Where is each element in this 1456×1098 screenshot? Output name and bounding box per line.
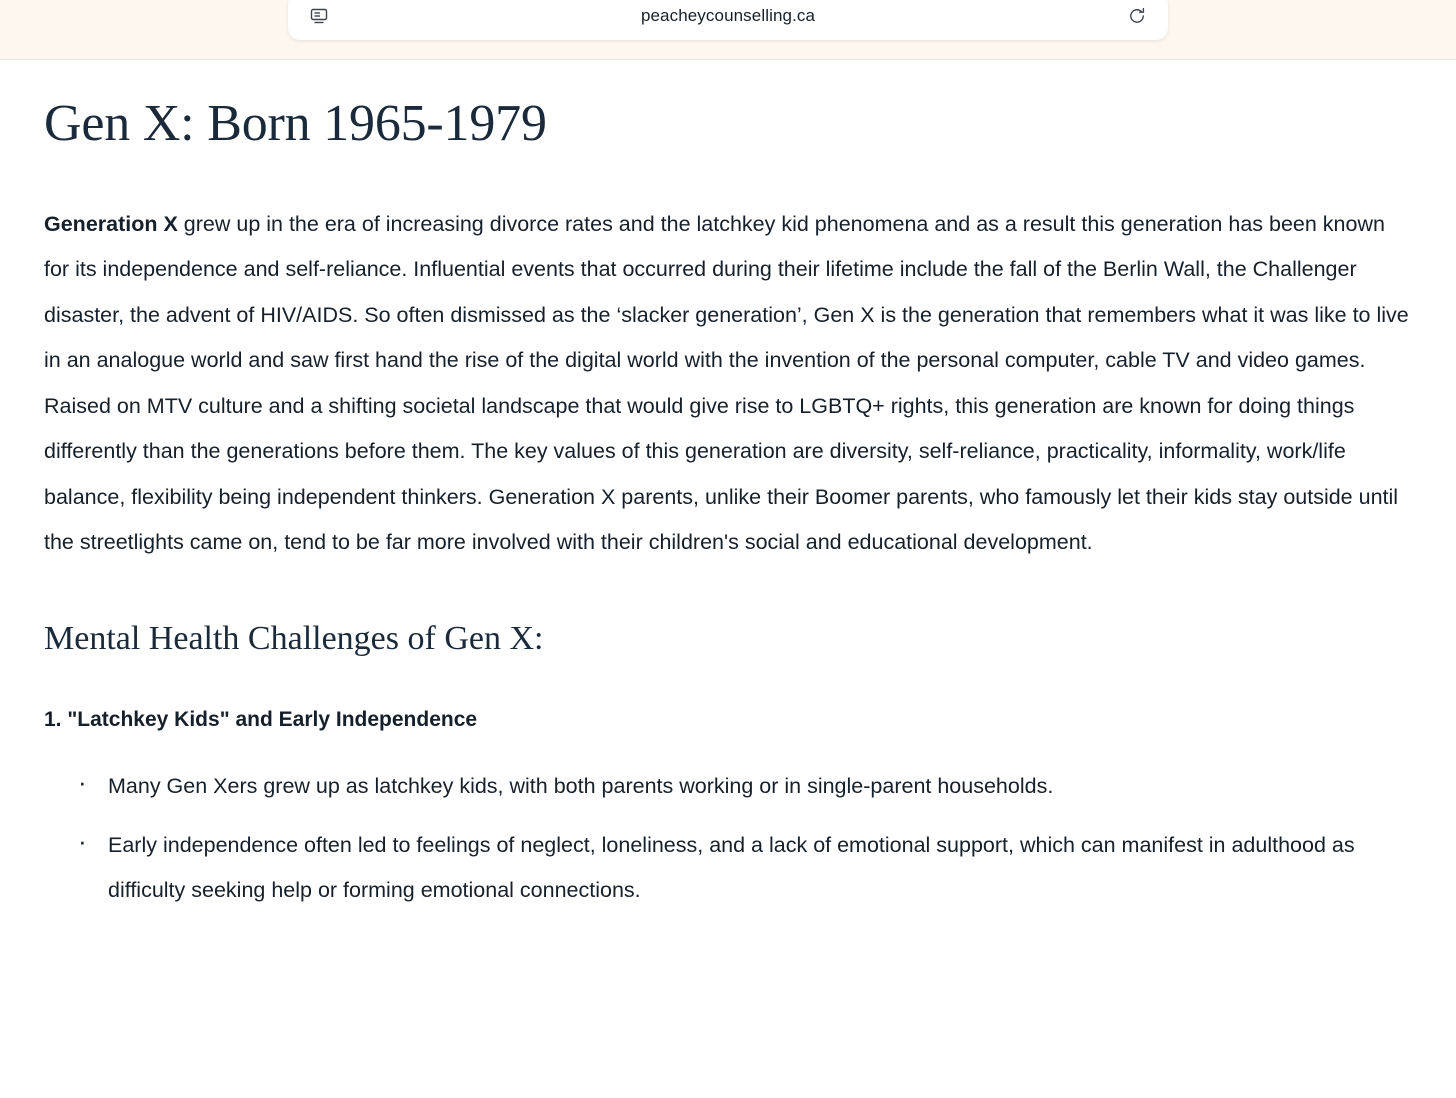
- url-text[interactable]: peacheycounselling.ca: [640, 6, 816, 25]
- reload-icon[interactable]: [1124, 3, 1150, 29]
- address-bar[interactable]: [288, 0, 1168, 40]
- page-title: Gen X: Born 1965-1979: [44, 95, 547, 152]
- subsection-heading: 1. "Latchkey Kids" and Early Independence: [44, 707, 478, 731]
- browser-toolbar: [0, 0, 1456, 60]
- intro-rest: grew up in the era of increasing divorce rates and the latchkey kid phenomena and as a result this generation has been known for its independence and self-reliance. Influential events that occurred during their lifetime include the fall of the Berlin Wall, the Challenger disaster, the advent of HIV/AIDS. So often dismissed as the ‘slacker generation’, Gen X is the generation that remembers what it was like to live in an analogue world and saw first hand the rise of the digital world with the invention of the personal computer, cable TV and video games. Raised on MTV culture and a shifting societal landscape that would give rise to LGBTQ+ rights, this generation are known for doing things differently than the generations before them. The key values of this generation are diversity, self-reliance, practicality, informality, work/life balance, flexibility being independent thinkers. Generation X parents, unlike their Boomer parents, who famously let their kids stay outside until the streetlights came on, tend to be far more involved with their children's social and educational development.: [44, 211, 1409, 555]
- list-item: · Many Gen Xers grew up as latchkey kids, with both parents working or in single-parent households.: [78, 764, 1408, 809]
- challenges-list: [44, 764, 1412, 913]
- section-heading: Mental Health Challenges of Gen X:: [44, 619, 544, 657]
- intro-lead: Generation X: [44, 211, 178, 236]
- list-item: · Early independence often led to feelings of neglect, loneliness, and a lack of emotional support, which can manifest in adulthood as difficulty seeking help or forming emotional connections.: [78, 823, 1408, 913]
- intro-paragraph: [44, 202, 1412, 566]
- article-content: [0, 60, 1456, 913]
- reader-view-icon[interactable]: [306, 3, 332, 29]
